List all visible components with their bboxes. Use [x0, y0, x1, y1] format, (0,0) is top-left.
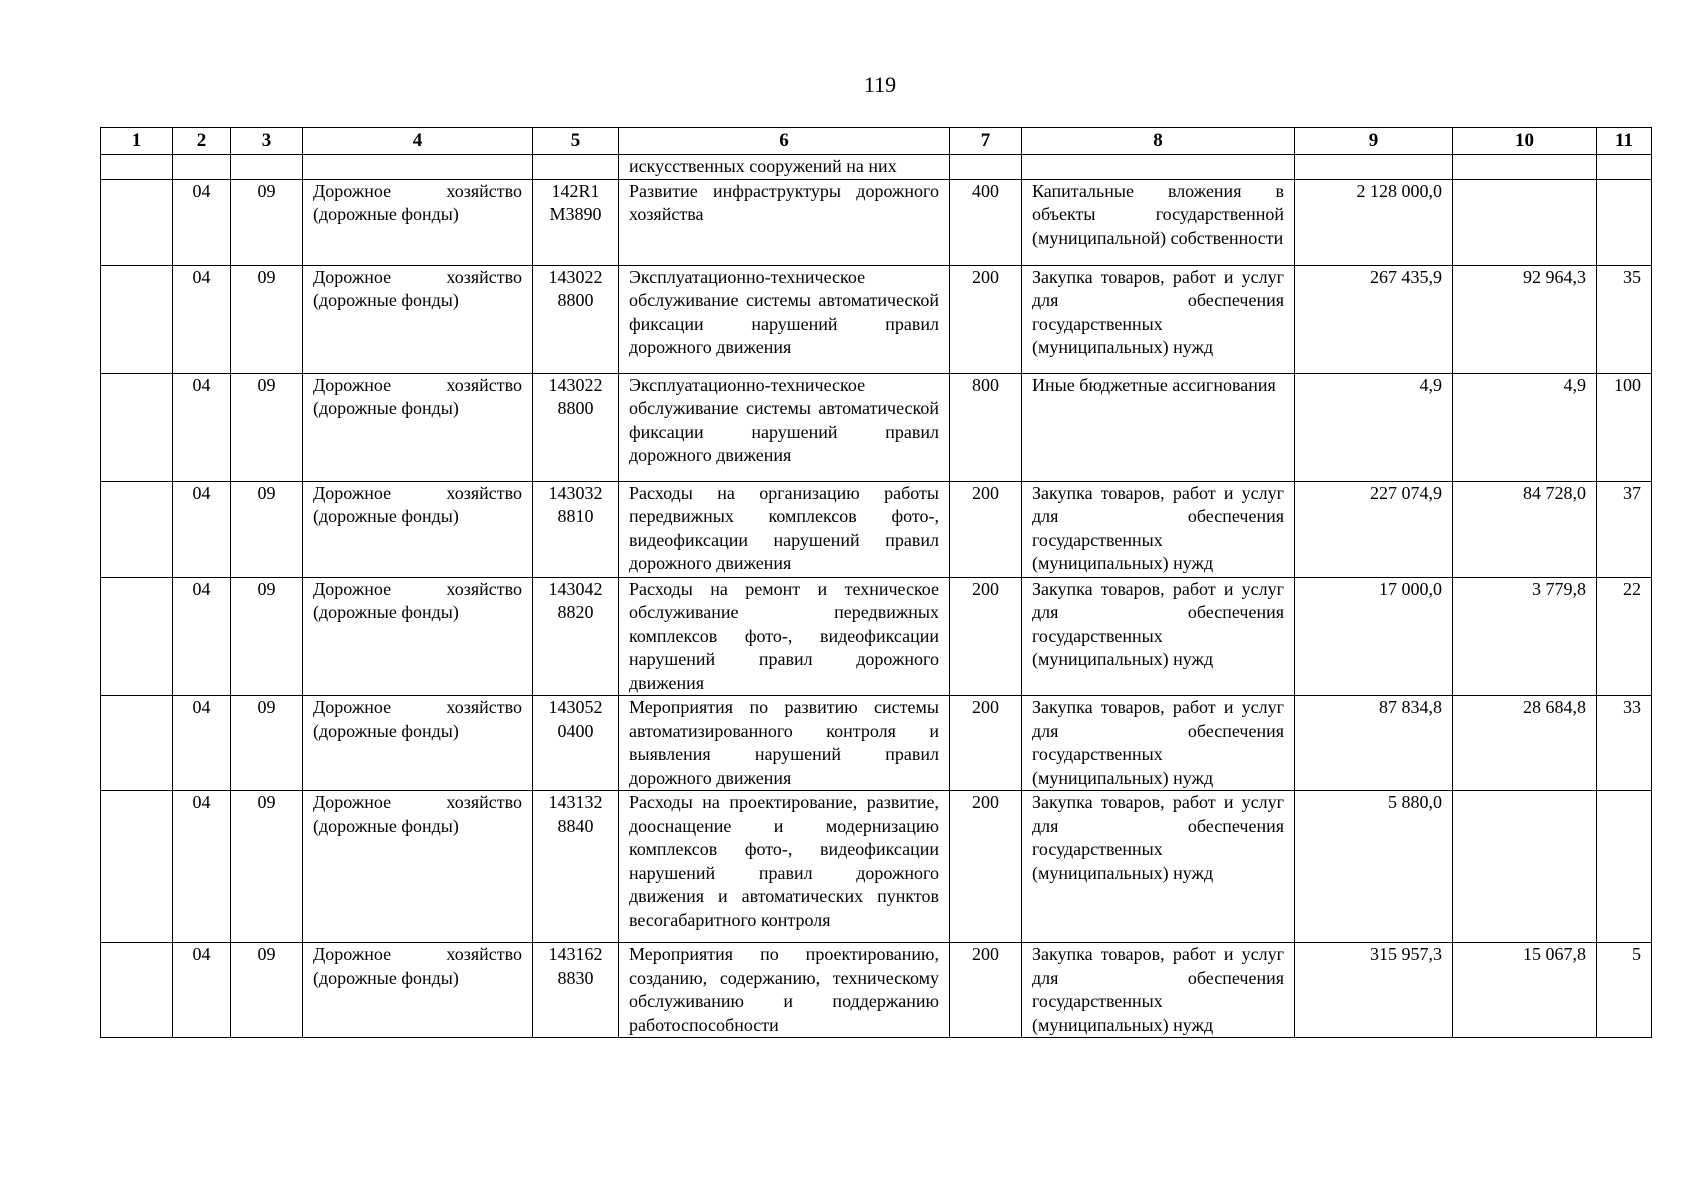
- cell-amount-planned: 227 074,9: [1295, 481, 1453, 577]
- cell-section: 04: [173, 481, 231, 577]
- cell-subsection: 09: [231, 481, 303, 577]
- cell-section-name: Дорожное хозяйство (дорожные фонды): [303, 481, 533, 577]
- column-header: 8: [1022, 128, 1295, 155]
- cell-target-code: 143022 8800: [533, 373, 619, 481]
- cell-expense-name: Закупка товаров, работ и услуг для обеспечения государственных (муниципальных) нужд: [1022, 791, 1295, 943]
- column-header: 10: [1453, 128, 1597, 155]
- cell-percent: 33: [1597, 696, 1652, 791]
- cell-amount-planned: 4,9: [1295, 373, 1453, 481]
- cell-subsection: 09: [231, 373, 303, 481]
- cell-section-name: Дорожное хозяйство (дорожные фонды): [303, 179, 533, 265]
- cell-section: 04: [173, 696, 231, 791]
- cell-col1: [101, 696, 173, 791]
- cell-expense-type: 400: [950, 179, 1022, 265]
- cell-amount-planned: 5 880,0: [1295, 791, 1453, 943]
- cell-target-code: 143042 8820: [533, 577, 619, 696]
- cell-section: 04: [173, 577, 231, 696]
- table-row: [101, 265, 1652, 373]
- cell-description: Расходы на ремонт и техническое обслуживание передвижных комплексов фото-, видеофиксации нарушений правил дорожного движения: [619, 577, 950, 696]
- cell-section: 04: [173, 373, 231, 481]
- cell-col1: [101, 265, 173, 373]
- cell-col1: [101, 179, 173, 265]
- cell-section-name: Дорожное хозяйство (дорожные фонды): [303, 265, 533, 373]
- cell-amount-planned: 267 435,9: [1295, 265, 1453, 373]
- cell-expense-type: 200: [950, 265, 1022, 373]
- budget-table: [100, 127, 1652, 1038]
- cell-amount-planned: 17 000,0: [1295, 577, 1453, 696]
- table-row: [101, 481, 1652, 577]
- cell-description: Эксплуатационно-техническое обслуживание системы автоматической фиксации нарушений правил дорожного движения: [619, 373, 950, 481]
- cell-percent: 35: [1597, 265, 1652, 373]
- column-header: 5: [533, 128, 619, 155]
- cell-section-name: Дорожное хозяйство (дорожные фонды): [303, 696, 533, 791]
- cell-amount-executed: 92 964,3: [1453, 265, 1597, 373]
- cell-expense-name: Закупка товаров, работ и услуг для обеспечения государственных (муниципальных) нужд: [1022, 696, 1295, 791]
- cell-col1: [101, 481, 173, 577]
- cell-expense-type: 200: [950, 577, 1022, 696]
- cell-section: 04: [173, 943, 231, 1038]
- cell-amount-executed: 84 728,0: [1453, 481, 1597, 577]
- column-header: 2: [173, 128, 231, 155]
- cell-description: Развитие инфраструктуры дорожного хозяйства: [619, 179, 950, 265]
- table-row: [101, 791, 1652, 943]
- cell-target-code: 143132 8840: [533, 791, 619, 943]
- table-body: [101, 155, 1652, 1038]
- cell-col1: [101, 373, 173, 481]
- cell-subsection: 09: [231, 265, 303, 373]
- cell-subsection: 09: [231, 179, 303, 265]
- cell-amount-executed: [1453, 791, 1597, 943]
- page-number: 119: [863, 72, 897, 97]
- cell-percent: 22: [1597, 577, 1652, 696]
- cell-expense-name: Закупка товаров, работ и услуг для обеспечения государственных (муниципальных) нужд: [1022, 577, 1295, 696]
- cell-section-name: Дорожное хозяйство (дорожные фонды): [303, 577, 533, 696]
- cell-percent: [1597, 791, 1652, 943]
- cell-section: 04: [173, 179, 231, 265]
- column-header: 6: [619, 128, 950, 155]
- cell-description: Мероприятия по развитию системы автоматизированного контроля и выявления нарушений правил дорожного движения: [619, 696, 950, 791]
- cell-description: Эксплуатационно-техническое обслуживание системы автоматической фиксации нарушений правил дорожного движения: [619, 265, 950, 373]
- cell-section-name: Дорожное хозяйство (дорожные фонды): [303, 373, 533, 481]
- cell-expense-name: Капитальные вложения в объекты государственной (муниципальной) собственности: [1022, 179, 1295, 265]
- continuation-row: [101, 155, 1652, 180]
- table-row: [101, 577, 1652, 696]
- cell-expense-type: 200: [950, 481, 1022, 577]
- cell-target-code: 143022 8800: [533, 265, 619, 373]
- cell-amount-executed: 3 779,8: [1453, 577, 1597, 696]
- cell-percent: 37: [1597, 481, 1652, 577]
- cell-expense-name: Закупка товаров, работ и услуг для обеспечения государственных (муниципальных) нужд: [1022, 481, 1295, 577]
- cell-col1: [101, 577, 173, 696]
- cell-expense-type: 200: [950, 696, 1022, 791]
- table-row: [101, 373, 1652, 481]
- cell-target-code: 143162 8830: [533, 943, 619, 1038]
- column-header: 11: [1597, 128, 1652, 155]
- cell-percent: 5: [1597, 943, 1652, 1038]
- cell-expense-name: Иные бюджетные ассигнования: [1022, 373, 1295, 481]
- column-header: 4: [303, 128, 533, 155]
- cell-amount-planned: 315 957,3: [1295, 943, 1453, 1038]
- cell-expense-type: 200: [950, 791, 1022, 943]
- cell-subsection: 09: [231, 577, 303, 696]
- cell-percent: [1597, 179, 1652, 265]
- cell-section: 04: [173, 791, 231, 943]
- cell-col1: [101, 791, 173, 943]
- cell-subsection: 09: [231, 791, 303, 943]
- cell-target-code: 143052 0400: [533, 696, 619, 791]
- cell-description: Расходы на проектирование, развитие, дооснащение и модернизацию комплексов фото-, видеофиксации нарушений правил дорожного движения и автоматических пунктов весогабаритного контроля: [619, 791, 950, 943]
- cell-subsection: 09: [231, 943, 303, 1038]
- column-header: 3: [231, 128, 303, 155]
- cell-expense-name: Закупка товаров, работ и услуг для обеспечения государственных (муниципальных) нужд: [1022, 943, 1295, 1038]
- cell-description: Мероприятия по проектированию, созданию, содержанию, техническому обслуживанию и поддержанию работоспособности: [619, 943, 950, 1038]
- cell-amount-executed: 4,9: [1453, 373, 1597, 481]
- column-header: 1: [101, 128, 173, 155]
- cell-section-name: Дорожное хозяйство (дорожные фонды): [303, 943, 533, 1038]
- column-header: 7: [950, 128, 1022, 155]
- cell-section: 04: [173, 265, 231, 373]
- cell-amount-executed: 28 684,8: [1453, 696, 1597, 791]
- column-header: 9: [1295, 128, 1453, 155]
- cell-subsection: 09: [231, 696, 303, 791]
- header-row: [101, 128, 1652, 155]
- cell-expense-type: 200: [950, 943, 1022, 1038]
- table-row: [101, 943, 1652, 1038]
- cell-section-name: Дорожное хозяйство (дорожные фонды): [303, 791, 533, 943]
- cell-percent: 100: [1597, 373, 1652, 481]
- cell-amount-planned: 87 834,8: [1295, 696, 1453, 791]
- cell-amount-executed: [1453, 179, 1597, 265]
- cell-col1: [101, 943, 173, 1038]
- cell-description: Расходы на организацию работы передвижных комплексов фото-, видеофиксации нарушений правил дорожного движения: [619, 481, 950, 577]
- cell-target-code: 142R1 M3890: [533, 179, 619, 265]
- table-row: [101, 696, 1652, 791]
- table-row: [101, 179, 1652, 265]
- continuation-text: искусственных сооружений на них: [619, 155, 950, 180]
- cell-expense-type: 800: [950, 373, 1022, 481]
- cell-amount-planned: 2 128 000,0: [1295, 179, 1453, 265]
- cell-expense-name: Закупка товаров, работ и услуг для обеспечения государственных (муниципальных) нужд: [1022, 265, 1295, 373]
- cell-target-code: 143032 8810: [533, 481, 619, 577]
- cell-amount-executed: 15 067,8: [1453, 943, 1597, 1038]
